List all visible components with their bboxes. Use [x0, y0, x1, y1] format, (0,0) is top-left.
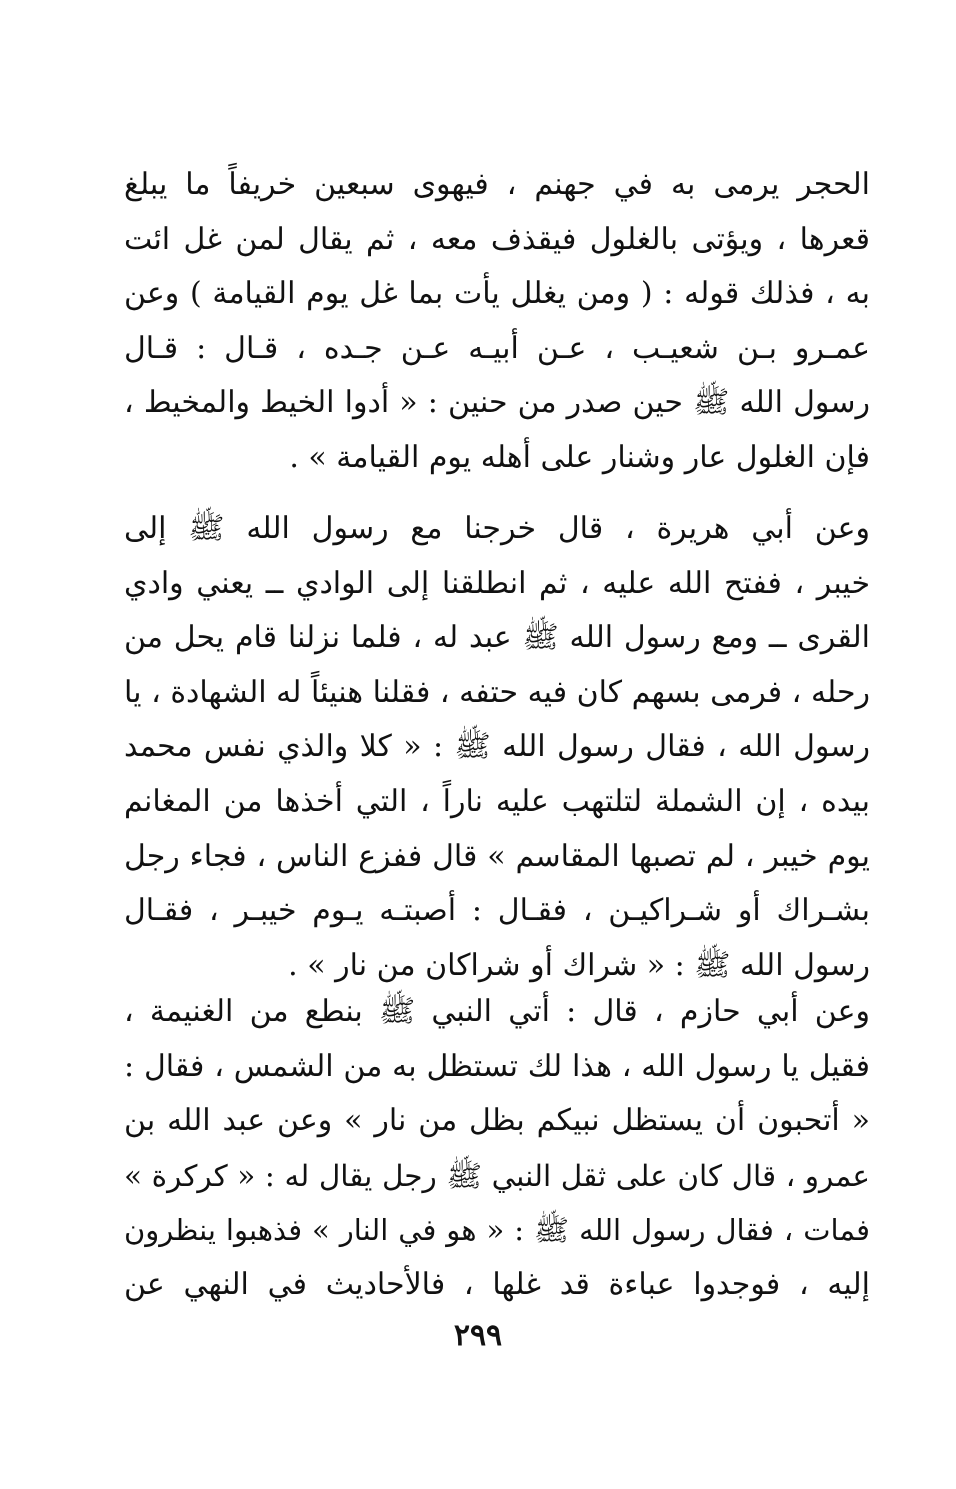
paragraph-1	[124, 158, 870, 486]
text-line: رسول الله ، فقال رسول الله ﷺ : « كلا والذي نفس محمد	[124, 729, 870, 765]
text-line: عمـرو بـن شعيـب ، عـن أبيـه عـن جـده ، قـال : قـال	[124, 330, 870, 366]
text-line: عمرو ، قال كان على ثقل النبي ﷺ رجل يقال له : « كركرة »	[124, 1158, 870, 1193]
text-line: فإن الغلول عار وشنار على أهله يوم القيامة » .	[289, 439, 870, 475]
text-line: إليه ، فوجدوا عباءة قد غلها ، فالأحاديث في النهي عن	[124, 1266, 870, 1302]
text-line: وعن أبي هريرة ، قال خرجنا مع رسول الله ﷺ إلى	[124, 511, 870, 546]
text-line: القرى ــ ومع رسول الله ﷺ عبد له ، فلما نزلنا قام يحل من	[124, 620, 870, 656]
text-line: الحجر يرمى به في جهنم ، فيهوى سبعين خريفاً ما يبلغ	[124, 167, 870, 202]
text-line: به ، فذلك قوله : ( ومن يغلل يأت بما غل يوم القيامة ) وعن	[124, 276, 870, 312]
text-line: خيبر ، ففتح الله عليه ، ثم انطلقنا إلى الوادي ــ يعني وادي	[124, 565, 870, 601]
paragraph-3	[124, 985, 870, 1313]
text-line: فقيل يا رسول الله ، هذا لك تستظل به من الشمس ، فقال :	[124, 1048, 870, 1084]
text-line: رحله ، فرمى بسهم كان فيه حتفه ، فقلنا هنيئاً له الشهادة ، يا	[124, 674, 870, 710]
page-number: ٢٩٩	[453, 1318, 503, 1353]
text-line: « أتحبون أن يستظل نبيكم بظل من نار » وعن عبد الله بن	[124, 1103, 870, 1139]
paragraph-2	[124, 502, 870, 993]
text-line: رسول الله ﷺ حين صدر من حنين : « أدوا الخيط والمخيط ،	[124, 385, 870, 421]
text-line: يوم خيبر ، لم تصبها المقاسم » قال ففزع الناس ، فجاء رجل	[124, 838, 870, 874]
text-line: قعرها ، ويؤتى بالغلول فيقذف معه ، ثم يقال لمن غل ائت	[124, 221, 870, 257]
text-line: رسول الله ﷺ : « شراك أو شراكان من نار » .	[288, 947, 870, 983]
text-line: بشـراك أو شـراكيـن ، فقـال : أصبتـه يـوم خيبـر ، فقـال	[124, 893, 870, 929]
text-line: وعن أبي حازم ، قال : أتي النبي ﷺ بنطع من الغنيمة ،	[124, 994, 870, 1029]
text-line: بيده ، إن الشملة لتلتهب عليه ناراً ، التي أخذها من المغانم	[124, 783, 870, 819]
text-line: فمات ، فقال رسول الله ﷺ : « هو في النار » فذهبوا ينظرون	[124, 1213, 870, 1248]
